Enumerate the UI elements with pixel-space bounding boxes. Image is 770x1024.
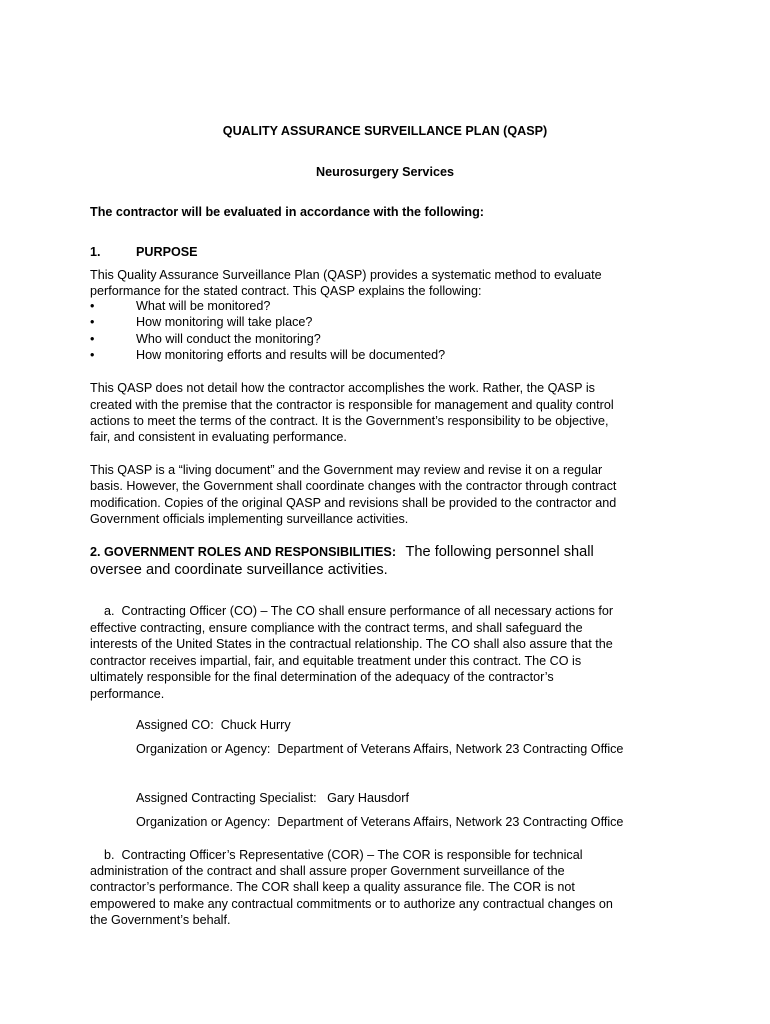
bullet-icon: • xyxy=(90,315,95,330)
item-b-line: empowered to make any contractual commitments or to authorize any contractual changes on xyxy=(90,897,613,911)
para3-line: modification. Copies of the original QASP and revisions shall be provided to the contractor and xyxy=(90,496,617,510)
section1-lead-line2: performance for the stated contract. This QASP explains the following: xyxy=(90,284,482,298)
list-item-text: How monitoring efforts and results will be documented? xyxy=(136,348,446,363)
section2-heading-tail: The following personnel shall xyxy=(405,544,594,560)
item-b-line: contractor’s performance. The COR shall keep a quality assurance file. The COR is not xyxy=(90,880,575,894)
list-item-text: How monitoring will take place? xyxy=(136,315,313,330)
section1-heading: PURPOSE xyxy=(136,245,198,259)
item-b-line: the Government’s behalf. xyxy=(90,913,231,927)
item-a-line: a. Contracting Officer (CO) – The CO shall ensure performance of all necessary actions for xyxy=(90,604,614,618)
document-subtitle: Neurosurgery Services xyxy=(316,165,454,179)
item-b-line: b. Contracting Officer’s Representative (COR) – The COR is responsible for technical xyxy=(90,848,583,862)
bullet-icon: • xyxy=(90,331,95,346)
item-a-line: effective contracting, ensure compliance with the contract terms, and shall safeguard the xyxy=(90,621,583,635)
para3-line: Government officials implementing surveillance activities. xyxy=(90,512,409,526)
organization-1: Organization or Agency: Department of Veterans Affairs, Network 23 Contracting Office xyxy=(136,742,624,756)
para3-line: basis. However, the Government shall coordinate changes with the contractor through contract xyxy=(90,479,617,493)
item-a-line: ultimately responsible for the final determination of the adequacy of the contractor’s xyxy=(90,670,554,684)
organization-2: Organization or Agency: Department of Veterans Affairs, Network 23 Contracting Office xyxy=(136,815,624,829)
para3-line: This QASP is a “living document” and the Government may review and revise it on a regular xyxy=(90,463,603,477)
item-a-line: performance. xyxy=(90,687,165,701)
intro-statement: The contractor will be evaluated in accordance with the following: xyxy=(90,205,484,219)
bullet-icon: • xyxy=(90,348,95,363)
para2-line: created with the premise that the contractor is responsible for management and quality control xyxy=(90,398,614,412)
para2-line: actions to meet the terms of the contract. It is the Government’s responsibility to be objective, xyxy=(90,414,609,428)
document-title: QUALITY ASSURANCE SURVEILLANCE PLAN (QASP) xyxy=(222,124,548,138)
para2-line: This QASP does not detail how the contractor accomplishes the work. Rather, the QASP is xyxy=(90,381,595,395)
section1-lead-line1: This Quality Assurance Surveillance Plan (QASP) provides a systematic method to evaluate xyxy=(90,268,602,282)
section1-number: 1. xyxy=(90,245,101,259)
assigned-contracting-specialist: Assigned Contracting Specialist: Gary Hausdorf xyxy=(136,791,409,805)
section2-heading: 2. GOVERNMENT ROLES AND RESPONSIBILITIES: xyxy=(90,545,397,559)
assigned-co: Assigned CO: Chuck Hurry xyxy=(136,718,291,732)
item-a-line: interests of the United States in the contractual relationship. The CO shall also assure that the xyxy=(90,637,613,651)
item-a-line: contractor receives impartial, fair, and equitable treatment under this contract. The CO is xyxy=(90,654,582,668)
section2-heading-line xyxy=(90,544,594,560)
list-item-text: Who will conduct the monitoring? xyxy=(136,331,321,346)
para2-line: fair, and consistent in evaluating performance. xyxy=(90,430,347,444)
list-item-text: What will be monitored? xyxy=(136,299,271,313)
item-b-line: administration of the contract and shall assure proper Government surveillance of the xyxy=(90,864,565,878)
bullet-icon: • xyxy=(90,299,95,313)
section2-heading-line2: oversee and coordinate surveillance activities. xyxy=(90,562,388,578)
